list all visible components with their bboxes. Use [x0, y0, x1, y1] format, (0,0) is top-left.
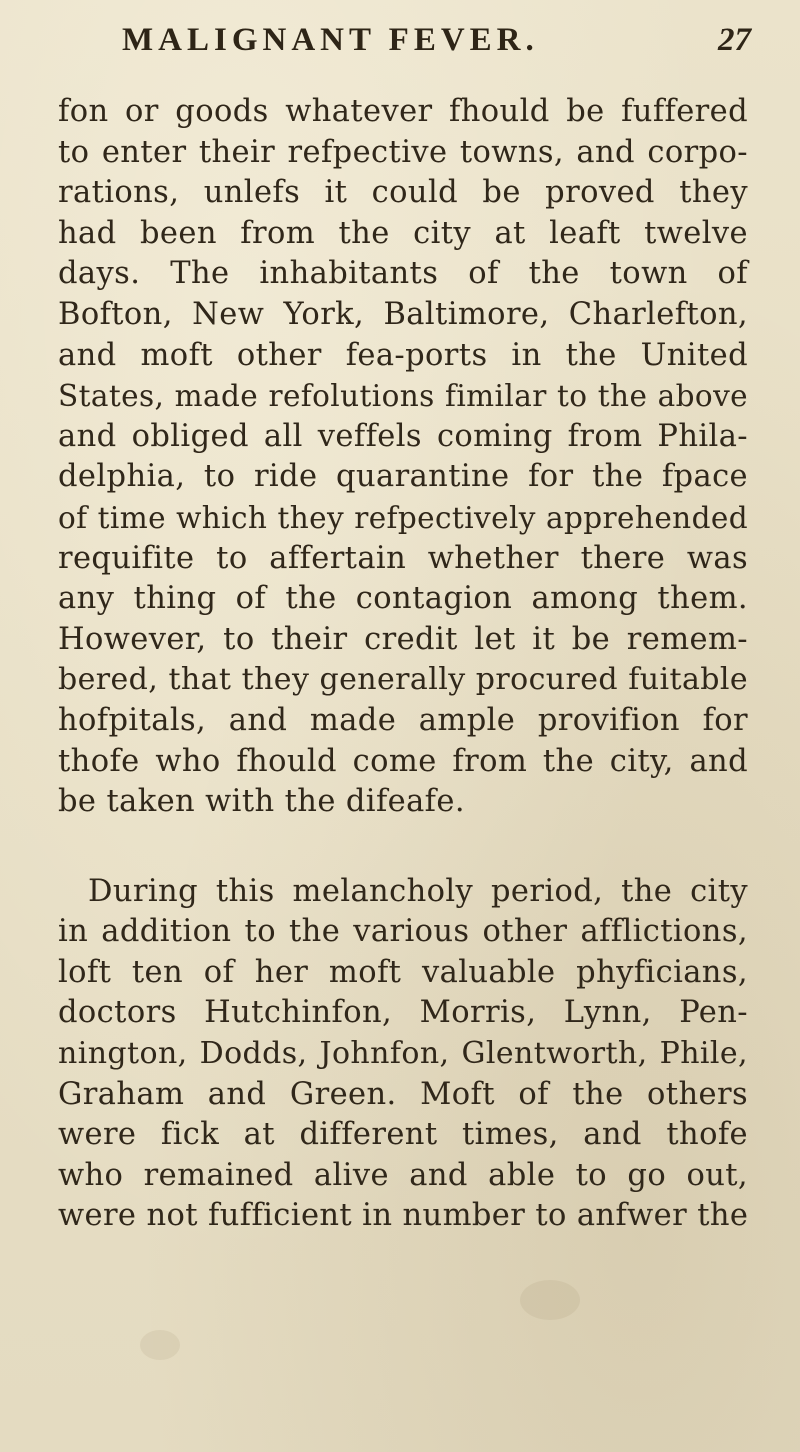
- text-line: States, made refolutions fimilar to the above: [58, 379, 748, 414]
- text-line: rations, unlefs it could be proved they: [58, 175, 748, 211]
- paper-stain: [520, 1280, 580, 1320]
- text-line: were fick at different times, and thofe: [58, 1117, 748, 1153]
- text-line: had been from the city at leaft twelve: [58, 215, 748, 251]
- text-line: to enter their refpective towns, and corpo-: [58, 134, 748, 170]
- paragraph-gap: [58, 823, 748, 872]
- text-line: of time which they refpectively apprehended: [58, 500, 748, 535]
- text-line: fon or goods whatever fhould be fuffered: [58, 94, 748, 129]
- page-number: 27: [718, 22, 751, 58]
- text-line: were not fufficient in number to anfwer the: [58, 1198, 749, 1234]
- text-line: Bofton, New York, Baltimore, Charlefton,: [58, 296, 748, 332]
- text-line: in addition to the various other afflictions,: [58, 914, 748, 950]
- text-line: requifite to affertain whether there was: [58, 540, 748, 576]
- text-line: Graham and Green. Moft of the others: [58, 1076, 748, 1112]
- paper-stain: [140, 1330, 180, 1360]
- text-line: days. The inhabitants of the town of: [58, 256, 748, 292]
- text-line: loft ten of her moft valuable phyficians,: [58, 954, 748, 990]
- running-title: MALIGNANT FEVER.: [122, 22, 539, 58]
- text-line: bered, that they generally procured fuitable: [58, 662, 748, 698]
- text-line: delphia, to ride quarantine for the fpace: [58, 459, 748, 495]
- text-line: thofe who fhould come from the city, and: [58, 743, 748, 779]
- text-line: any thing of the contagion among them.: [58, 581, 748, 617]
- text-line: During this melancholy period, the city: [88, 873, 748, 909]
- text-line: doctors Hutchinfon, Morris, Lynn, Pen-: [58, 995, 748, 1031]
- text-line: be taken with the difeafe.: [58, 784, 465, 820]
- text-line: and moft other fea-ports in the United: [58, 337, 748, 373]
- text-line: nington, Dodds, Johnfon, Glentworth, Phile,: [58, 1036, 748, 1072]
- body-text: [58, 92, 748, 1237]
- text-line: hofpitals, and made ample provifion for: [58, 702, 748, 738]
- text-line: However, to their credit let it be remem-: [58, 621, 748, 657]
- paragraph-2: [58, 872, 748, 1237]
- paragraph-1: [58, 92, 748, 823]
- running-head: [0, 22, 800, 66]
- text-line: and obliged all veffels coming from Phila-: [58, 418, 748, 454]
- text-line: who remained alive and able to go out,: [58, 1157, 748, 1193]
